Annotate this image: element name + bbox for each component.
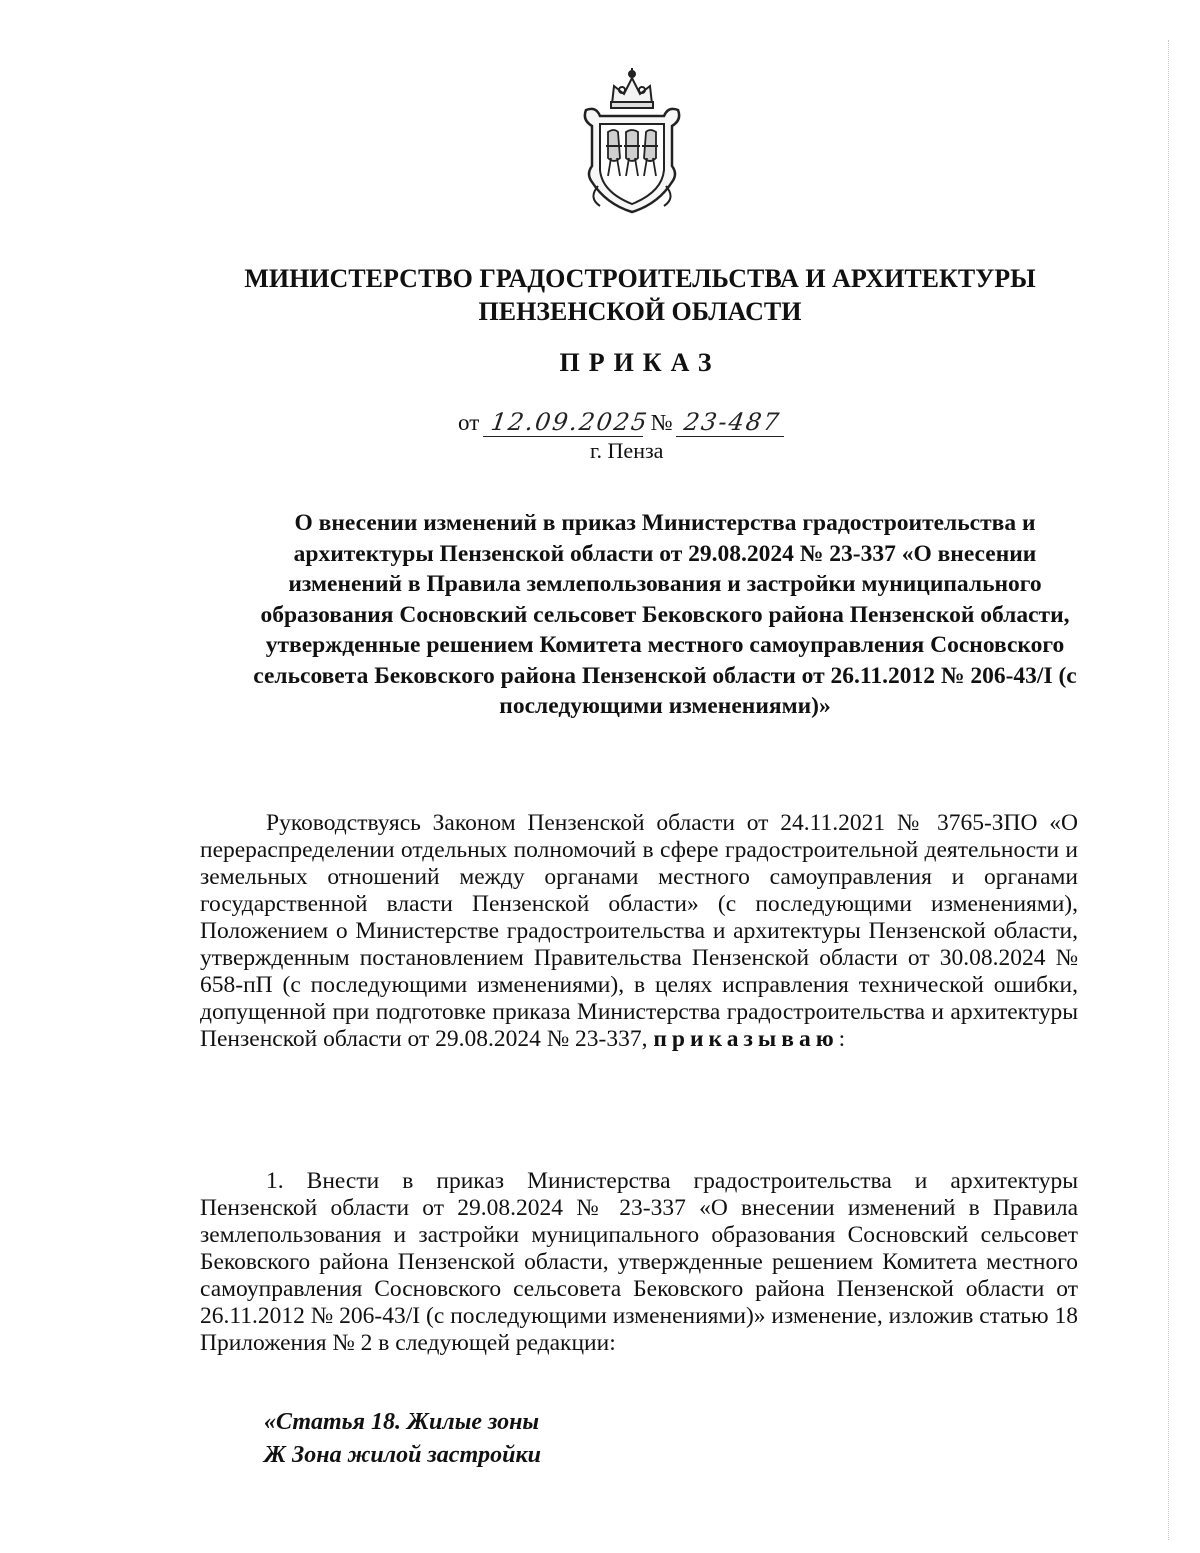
scan-edge-line [1168, 40, 1170, 1540]
ministry-line-2: ПЕНЗЕНСКОЙ ОБЛАСТИ [478, 297, 802, 326]
order-word-colon: : [838, 1026, 846, 1052]
from-label: от [458, 410, 480, 435]
article-heading [264, 1406, 541, 1472]
number-label: № [650, 410, 673, 435]
preamble-text: Руководствуясь Законом Пензенской области от 24.11.2021 № 3765-ЗПО «О перераспределении отдельных полномочий в сфере градостроительной деятельности и земельных отношений между органами местного самоуправления и органами государственной власти Пензенской области» (с последующими изменениями), Положением о Министерстве градостроительства и архитектуры Пензенской области, утвержденным постановлением Правительства Пензенской области от 30.08.2024 № 658-пП (с последующими изменениями), в целях исправления технической ошибки, допущенной при подготовке приказа Министерства градостроительства и архитектуры Пензенской области от 29.08.2024 № 23-337, [200, 810, 1078, 1052]
zone-title: Ж Зона жилой застройки [264, 1442, 541, 1468]
order-number: 23-487 [676, 408, 788, 437]
clause-1-paragraph: 1. Внести в приказ Министерства градостроительства и архитектуры Пензенской области от 29.08.2024 № 23-337 «О внесении изменений в Правила землепользования и застройки муниципального образования Сосновский сельсовет Бековского района Пензенской области, утвержденные решением Комитета местного самоуправления Сосновского сельсовета Бековского района Пензенской области от 26.11.2012 № 206-43/I (с последующими изменениями)» изменение, изложив статью 18 Приложения № 2 в следующей редакции: [200, 1168, 1078, 1356]
order-subject: О внесении изменений в приказ Министерства градостроительства и архитектуры Пензенской области от 29.08.2024 № 23-337 «О внесении изменений в Правила землепользования и застройки муниципального образования Сосновский сельсовет Бековского района Пензенской области, утвержденные решением Комитета местного самоуправления Сосновского сельсовета Бековского района Пензенской области от 26.11.2012 № 206-43/I (с последующими изменениями)» [253, 510, 1077, 719]
order-word: приказываю [653, 1026, 839, 1052]
article-title: «Статья 18. Жилые зоны [264, 1409, 540, 1435]
ministry-line-1: МИНИСТЕРСТВО ГРАДОСТРОИТЕЛЬСТВА И АРХИТЕКТУРЫ [244, 264, 1036, 293]
order-date-number-line [458, 408, 786, 437]
order-date: 12.09.2025 [483, 408, 647, 437]
preamble-paragraph [200, 810, 1078, 1053]
penza-coat-of-arms-icon [578, 66, 686, 216]
city: г. Пенза [590, 438, 664, 463]
ministry-name [150, 262, 1130, 328]
document-type-title: ПРИКАЗ [559, 348, 721, 377]
